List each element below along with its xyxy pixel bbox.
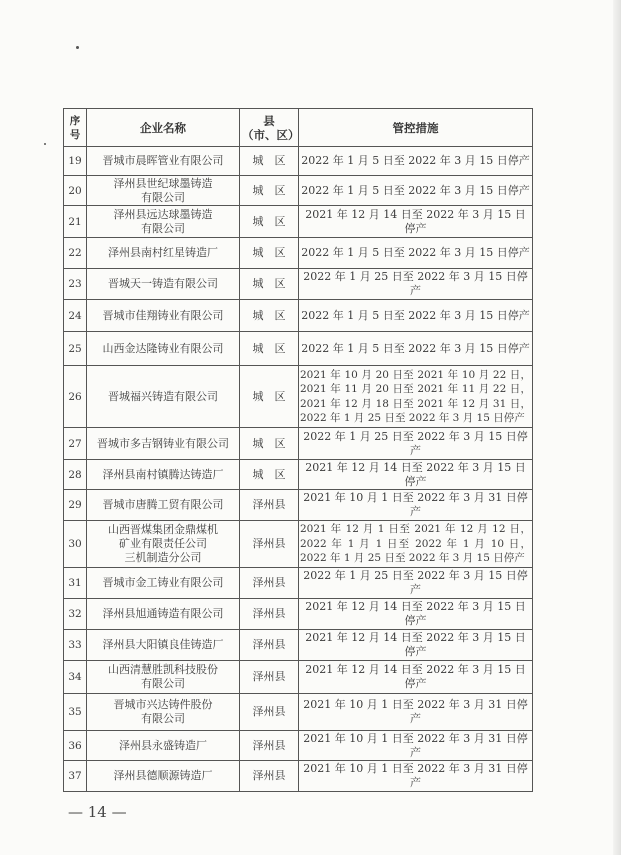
cell-measure: 2021 年 12 月 14 日至 2022 年 3 月 15 日停产 bbox=[299, 661, 533, 694]
cell-measure: 2022 年 1 月 25 日至 2022 年 3 月 15 日停产 bbox=[299, 269, 533, 300]
header-measure: 管控措施 bbox=[299, 109, 533, 147]
cell-county: 城 区 bbox=[240, 332, 299, 366]
cell-seq: 33 bbox=[64, 630, 87, 661]
cell-county: 城 区 bbox=[240, 300, 299, 332]
cell-seq: 37 bbox=[64, 761, 87, 792]
table-row bbox=[64, 238, 533, 269]
table-row bbox=[64, 568, 533, 599]
cell-seq: 35 bbox=[64, 694, 87, 731]
table-row bbox=[64, 490, 533, 521]
cell-measure: 2022 年 1 月 5 日至 2022 年 3 月 15 日停产 bbox=[299, 176, 533, 206]
scan-speck bbox=[44, 143, 46, 145]
cell-measure: 2021 年 10 月 1 日至 2022 年 3 月 31 日停产 bbox=[299, 731, 533, 761]
enterprise-control-table bbox=[63, 108, 533, 792]
cell-county: 泽州县 bbox=[240, 630, 299, 661]
cell-county: 城 区 bbox=[240, 238, 299, 269]
cell-seq: 29 bbox=[64, 490, 87, 521]
cell-seq: 28 bbox=[64, 460, 87, 490]
cell-seq: 32 bbox=[64, 599, 87, 630]
header-seq: 序 号 bbox=[64, 109, 87, 147]
table-row bbox=[64, 332, 533, 366]
cell-seq: 21 bbox=[64, 206, 87, 238]
cell-county: 泽州县 bbox=[240, 521, 299, 568]
table-row bbox=[64, 206, 533, 238]
cell-measure: 2021 年 12 月 14 日至 2022 年 3 月 15 日停产 bbox=[299, 206, 533, 238]
cell-seq: 25 bbox=[64, 332, 87, 366]
cell-measure: 2022 年 1 月 25 日至 2022 年 3 月 15 日停产 bbox=[299, 568, 533, 599]
cell-name: 晋城市唐腾工贸有限公司 bbox=[87, 490, 240, 521]
cell-seq: 36 bbox=[64, 731, 87, 761]
cell-name: 山西晋煤集团金鼎煤机 矿业有限责任公司 三机制造分公司 bbox=[87, 521, 240, 568]
table-row bbox=[64, 176, 533, 206]
table-header-row bbox=[64, 109, 533, 147]
cell-measure: 2021 年 12 月 14 日至 2022 年 3 月 15 日停产 bbox=[299, 599, 533, 630]
cell-measure: 2022 年 1 月 5 日至 2022 年 3 月 15 日停产 bbox=[299, 238, 533, 269]
cell-seq: 19 bbox=[64, 147, 87, 176]
header-name: 企业名称 bbox=[87, 109, 240, 147]
cell-seq: 26 bbox=[64, 366, 87, 428]
table-row bbox=[64, 630, 533, 661]
cell-seq: 30 bbox=[64, 521, 87, 568]
cell-measure: 2022 年 1 月 5 日至 2022 年 3 月 15 日停产 bbox=[299, 300, 533, 332]
cell-measure: 2022 年 1 月 5 日至 2022 年 3 月 15 日停产 bbox=[299, 332, 533, 366]
page-number: — 14 — bbox=[68, 803, 127, 821]
table-row bbox=[64, 269, 533, 300]
cell-name: 泽州县远达球墨铸造 有限公司 bbox=[87, 206, 240, 238]
table-row bbox=[64, 521, 533, 568]
cell-county: 城 区 bbox=[240, 147, 299, 176]
cell-seq: 24 bbox=[64, 300, 87, 332]
table-row bbox=[64, 300, 533, 332]
cell-name: 晋城市晨晖管业有限公司 bbox=[87, 147, 240, 176]
cell-county: 城 区 bbox=[240, 176, 299, 206]
cell-county: 城 区 bbox=[240, 428, 299, 460]
table-row bbox=[64, 147, 533, 176]
cell-county: 泽州县 bbox=[240, 661, 299, 694]
cell-measure: 2021 年 12 月 14 日至 2022 年 3 月 15 日停产 bbox=[299, 460, 533, 490]
cell-name: 晋城市金工铸业有限公司 bbox=[87, 568, 240, 599]
cell-name: 泽州县南村镇腾达铸造厂 bbox=[87, 460, 240, 490]
cell-seq: 31 bbox=[64, 568, 87, 599]
cell-measure: 2021 年 10 月 1 日至 2022 年 3 月 31 日停产 bbox=[299, 761, 533, 792]
cell-county: 泽州县 bbox=[240, 694, 299, 731]
cell-name: 晋城福兴铸造有限公司 bbox=[87, 366, 240, 428]
table-row bbox=[64, 428, 533, 460]
cell-name: 晋城市兴达铸件股份 有限公司 bbox=[87, 694, 240, 731]
cell-name: 泽州县大阳镇良佳铸造厂 bbox=[87, 630, 240, 661]
cell-county: 泽州县 bbox=[240, 490, 299, 521]
cell-measure: 2021 年 10 月 20 日至 2021 年 10 月 22 日，2021 年 11 月 20 日至 2021 年 11 月 22 日，2021 年 12 月 18 日至 2021 年 12 月 31 日，2022 年 1 月 25 日至 2022 年 3 月 15 日停产 bbox=[299, 366, 533, 428]
cell-county: 泽州县 bbox=[240, 731, 299, 761]
table-row bbox=[64, 661, 533, 694]
cell-measure: 2021 年 10 月 1 日至 2022 年 3 月 31 日停产 bbox=[299, 490, 533, 521]
cell-seq: 34 bbox=[64, 661, 87, 694]
cell-measure: 2022 年 1 月 5 日至 2022 年 3 月 15 日停产 bbox=[299, 147, 533, 176]
table-row bbox=[64, 599, 533, 630]
cell-name: 晋城市多吉钢铸业有限公司 bbox=[87, 428, 240, 460]
table-row bbox=[64, 731, 533, 761]
cell-name: 泽州县世纪球墨铸造 有限公司 bbox=[87, 176, 240, 206]
cell-county: 城 区 bbox=[240, 269, 299, 300]
header-county: 县 （市、区） bbox=[240, 109, 299, 147]
table-row bbox=[64, 761, 533, 792]
cell-county: 泽州县 bbox=[240, 568, 299, 599]
cell-county: 城 区 bbox=[240, 366, 299, 428]
cell-measure: 2021 年 12 月 1 日至 2021 年 12 月 12 日，2022 年 1 月 1 日至 2022 年 1 月 10 日，2022 年 1 月 25 日至 2022 年 3 月 15 日停产 bbox=[299, 521, 533, 568]
page-edge bbox=[613, 0, 621, 855]
cell-county: 城 区 bbox=[240, 206, 299, 238]
cell-name: 山西清慧胜凯科技股份 有限公司 bbox=[87, 661, 240, 694]
cell-county: 泽州县 bbox=[240, 599, 299, 630]
table-row bbox=[64, 460, 533, 490]
cell-name: 泽州县永盛铸造厂 bbox=[87, 731, 240, 761]
scan-speck bbox=[76, 46, 79, 49]
cell-name: 泽州县旭通铸造有限公司 bbox=[87, 599, 240, 630]
cell-name: 晋城市佳翔铸业有限公司 bbox=[87, 300, 240, 332]
cell-name: 泽州县德顺源铸造厂 bbox=[87, 761, 240, 792]
cell-seq: 23 bbox=[64, 269, 87, 300]
cell-name: 山西金达隆铸业有限公司 bbox=[87, 332, 240, 366]
cell-name: 泽州县南村红星铸造厂 bbox=[87, 238, 240, 269]
cell-seq: 20 bbox=[64, 176, 87, 206]
cell-measure: 2021 年 12 月 14 日至 2022 年 3 月 15 日停产 bbox=[299, 630, 533, 661]
table-row bbox=[64, 694, 533, 731]
cell-seq: 22 bbox=[64, 238, 87, 269]
table-row bbox=[64, 366, 533, 428]
cell-county: 城 区 bbox=[240, 460, 299, 490]
cell-measure: 2022 年 1 月 25 日至 2022 年 3 月 15 日停产 bbox=[299, 428, 533, 460]
cell-measure: 2021 年 10 月 1 日至 2022 年 3 月 31 日停产 bbox=[299, 694, 533, 731]
cell-seq: 27 bbox=[64, 428, 87, 460]
cell-county: 泽州县 bbox=[240, 761, 299, 792]
cell-name: 晋城天一铸造有限公司 bbox=[87, 269, 240, 300]
